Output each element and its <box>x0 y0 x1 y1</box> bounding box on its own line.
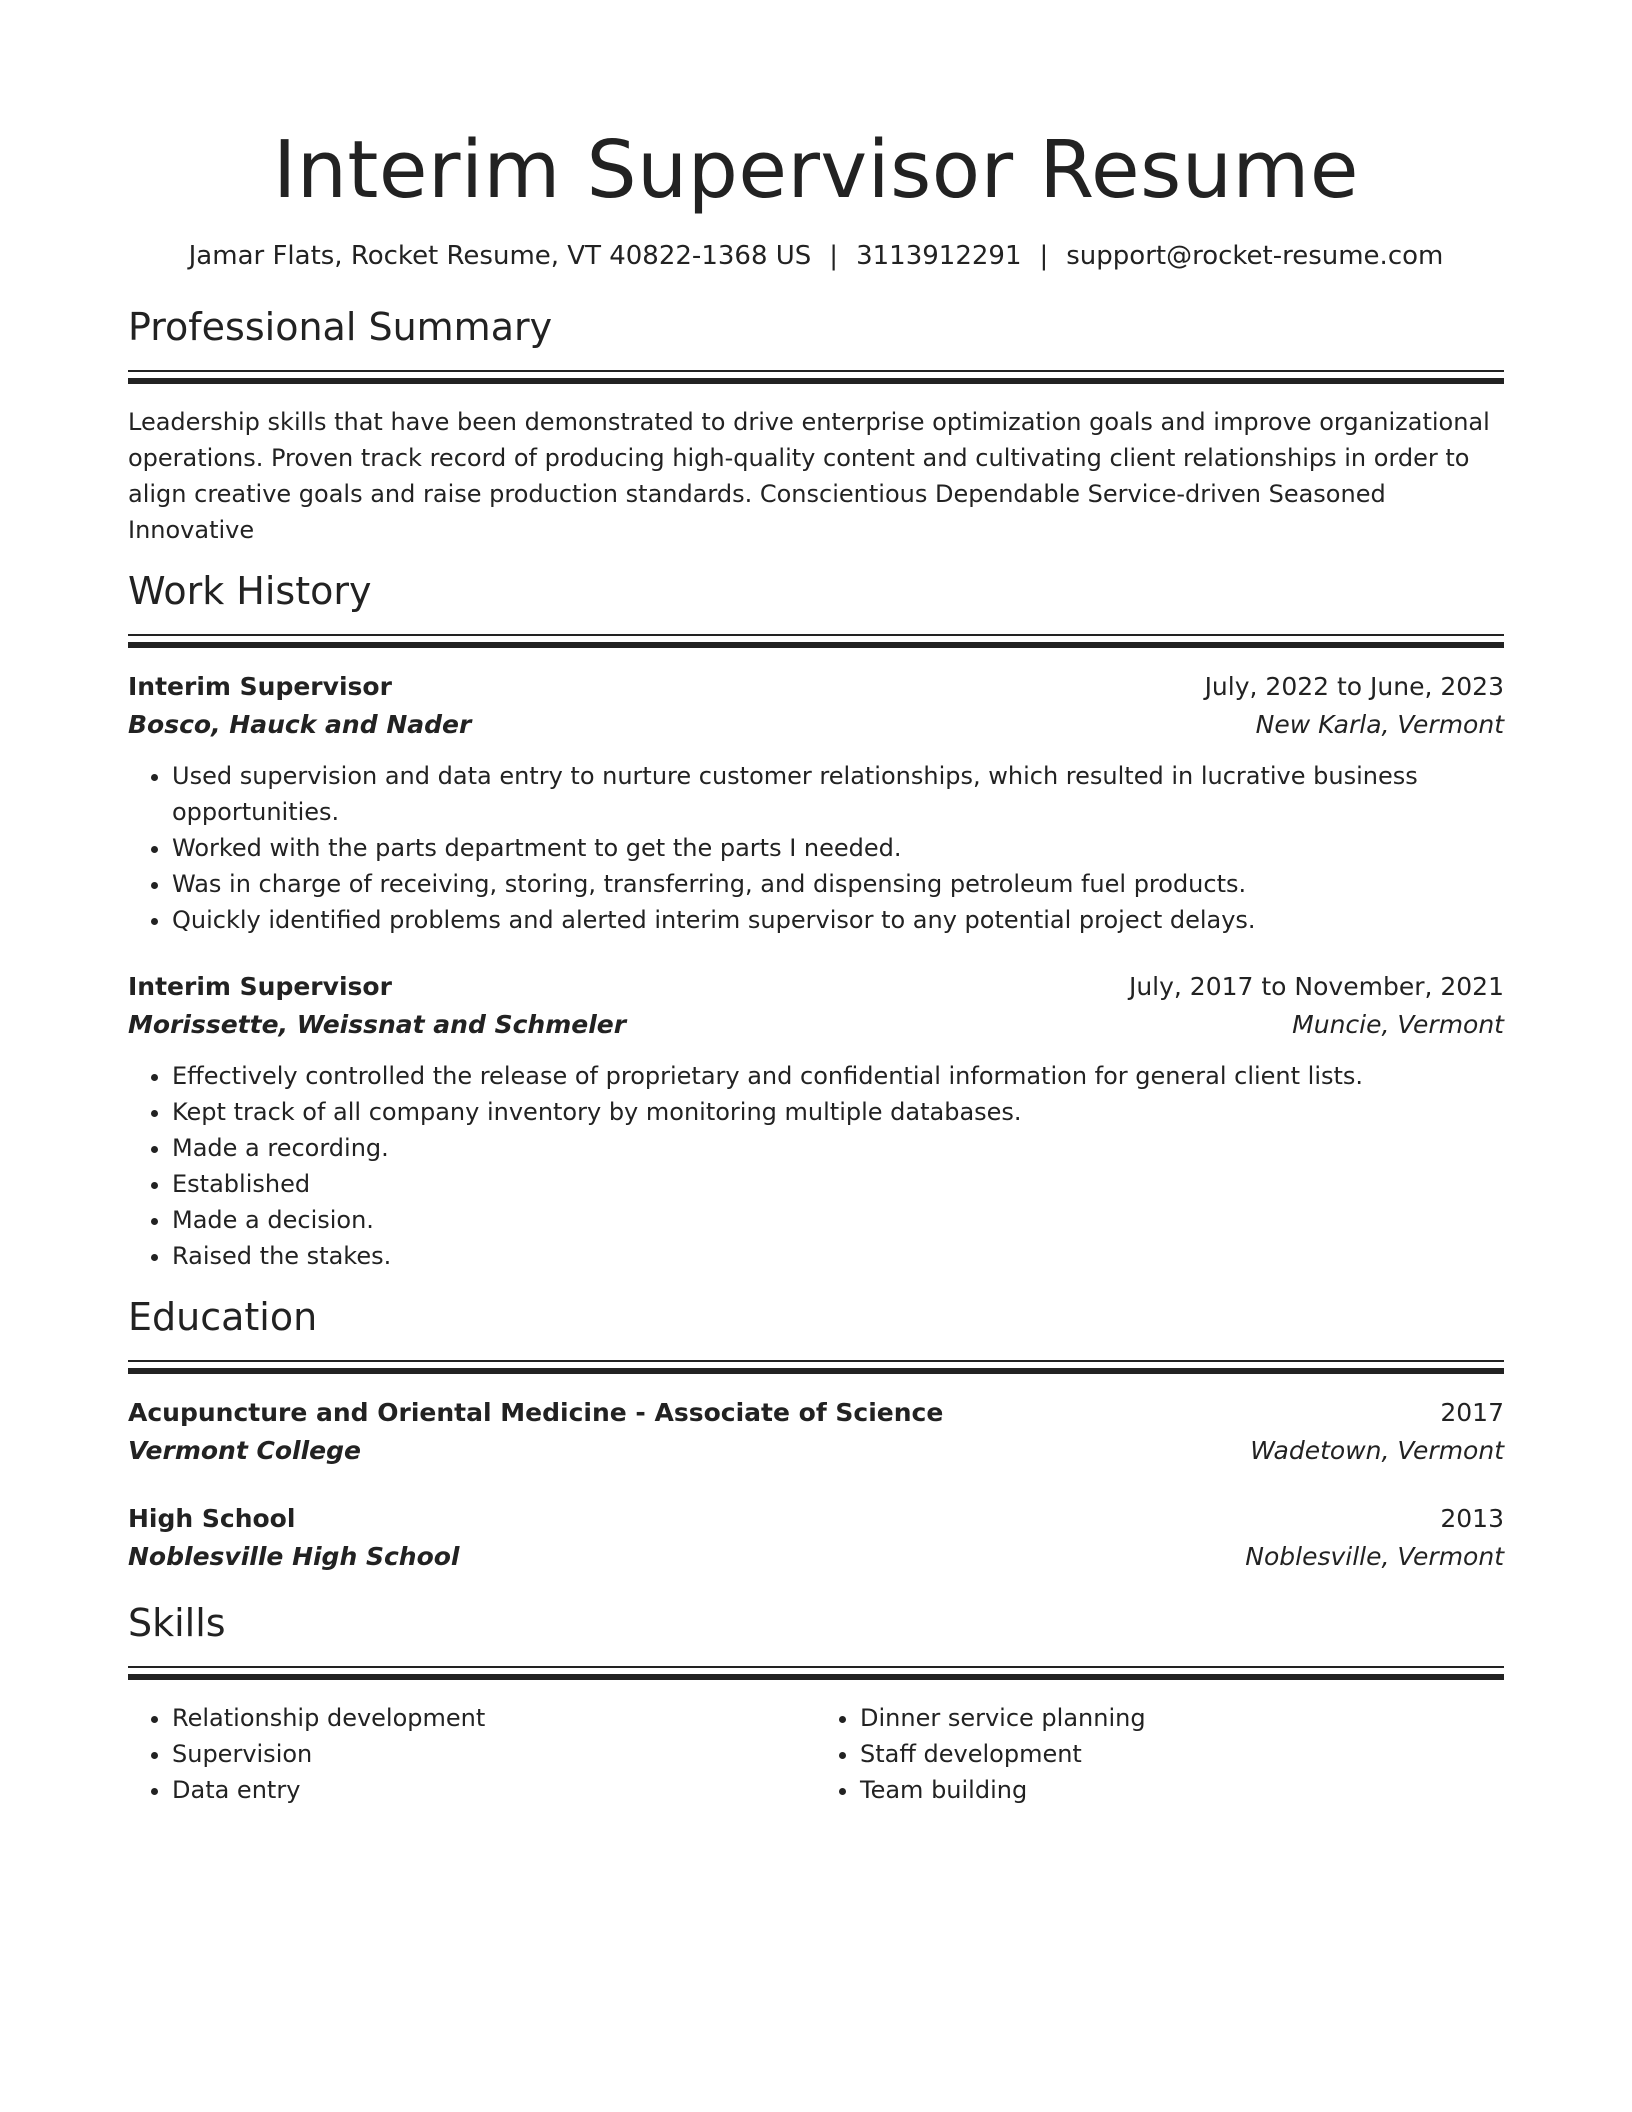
education-entry <box>128 1500 1504 1576</box>
section-heading-skills: Skills <box>128 1601 226 1645</box>
job-subheader <box>128 1006 1504 1044</box>
education-entry <box>128 1394 1504 1470</box>
job-bullets <box>128 1058 1504 1274</box>
list-item: • Effectively controlled the release of proprietary and confidential information for general client lists. <box>172 1058 1504 1094</box>
education-location: Noblesville, Vermont <box>1245 1542 1504 1571</box>
section-divider <box>128 634 1504 648</box>
job-subheader <box>128 706 1504 744</box>
job-location: New Karla, Vermont <box>1255 710 1504 739</box>
list-item: • Staff development <box>860 1736 1504 1772</box>
skills-section <box>128 1598 1504 1808</box>
list-item: • Raised the stakes. <box>172 1238 1504 1274</box>
education-school: Noblesville High School <box>128 1542 460 1571</box>
job-title: Interim Supervisor <box>128 972 392 1001</box>
contact-separator: | <box>1039 241 1049 271</box>
education-year: 2013 <box>1440 1504 1504 1533</box>
job-header <box>128 968 1504 1006</box>
section-heading-work: Work History <box>128 569 372 613</box>
list-item: • Data entry <box>172 1772 816 1808</box>
work-section <box>128 566 1504 1274</box>
contact-line <box>128 238 1504 274</box>
education-school: Vermont College <box>128 1436 361 1465</box>
section-heading-summary: Professional Summary <box>128 305 553 349</box>
education-degree: Acupuncture and Oriental Medicine - Associate of Science <box>128 1398 944 1427</box>
education-year: 2017 <box>1440 1398 1504 1427</box>
summary-text: Leadership skills that have been demonstrated to drive enterprise optimization goals and improve organizational operations. Proven track record of producing high-quality content and cultivating client relationships in order to align creative goals and raise production standards. Conscientious Dependable Service-driven Seasoned Innovative <box>128 408 1490 544</box>
job-entry <box>128 968 1504 1274</box>
education-header <box>128 1394 1504 1432</box>
list-item: • Supervision <box>172 1736 816 1772</box>
contact-address: Jamar Flats, Rocket Resume, VT 40822-1368 US <box>188 241 812 271</box>
skills-grid <box>128 1700 1504 1808</box>
list-item: • Worked with the parts department to get the parts I needed. <box>172 830 1504 866</box>
contact-phone: 3113912291 <box>856 241 1022 271</box>
job-title: Interim Supervisor <box>128 672 392 701</box>
education-subheader <box>128 1432 1504 1470</box>
contact-separator: | <box>829 241 839 271</box>
list-item: • Made a recording. <box>172 1130 1504 1166</box>
job-entry <box>128 668 1504 938</box>
job-dates: July, 2022 to June, 2023 <box>1204 672 1504 701</box>
list-item: • Kept track of all company inventory by monitoring multiple databases. <box>172 1094 1504 1130</box>
skills-column-right <box>816 1700 1504 1808</box>
job-bullets <box>128 758 1504 938</box>
job-location: Muncie, Vermont <box>1292 1010 1504 1039</box>
education-section <box>128 1292 1504 1576</box>
job-company: Bosco, Hauck and Nader <box>128 710 472 739</box>
job-header <box>128 668 1504 706</box>
contact-email: support@rocket-resume.com <box>1066 241 1444 271</box>
list-item: • Was in charge of receiving, storing, transferring, and dispensing petroleum fuel products. <box>172 866 1504 902</box>
section-divider <box>128 1666 1504 1680</box>
list-item: • Relationship development <box>172 1700 816 1736</box>
skills-column-left <box>128 1700 816 1808</box>
section-heading-education: Education <box>128 1295 318 1339</box>
summary-section <box>128 302 1504 548</box>
list-item: • Established <box>172 1166 1504 1202</box>
education-header <box>128 1500 1504 1538</box>
section-divider <box>128 370 1504 384</box>
section-divider <box>128 1360 1504 1374</box>
job-dates: July, 2017 to November, 2021 <box>1128 972 1504 1001</box>
list-item: • Quickly identified problems and alerted interim supervisor to any potential project delays. <box>172 902 1504 938</box>
list-item: • Made a decision. <box>172 1202 1504 1238</box>
education-subheader <box>128 1538 1504 1576</box>
list-item: • Used supervision and data entry to nurture customer relationships, which resulted in lucrative business opportunities. <box>172 758 1504 830</box>
list-item: • Team building <box>860 1772 1504 1808</box>
education-location: Wadetown, Vermont <box>1250 1436 1504 1465</box>
job-company: Morissette, Weissnat and Schmeler <box>128 1010 627 1039</box>
resume-title: Interim Supervisor Resume <box>273 124 1359 216</box>
list-item: • Dinner service planning <box>860 1700 1504 1736</box>
education-degree: High School <box>128 1504 296 1533</box>
